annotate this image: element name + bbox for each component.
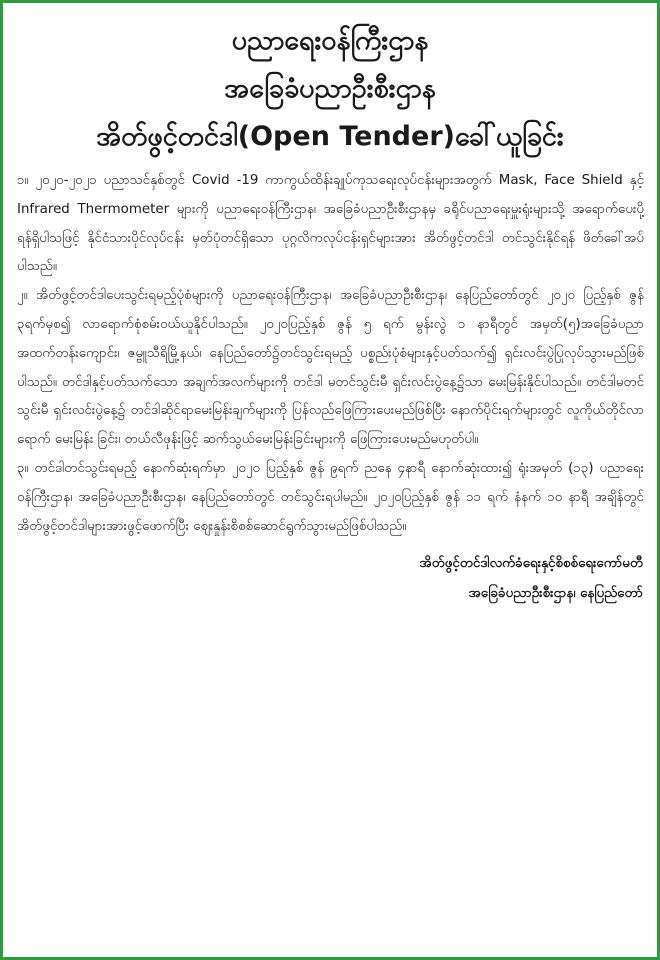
notice-heading (3, 3, 657, 167)
paragraph-2: ၂။ အိတ်ဖွင့်တင်ဒါပေးသွင်းရမည့်ပုံစံများကို ပညာရေးဝန်ကြီးဌာန၊ အခြေခံပညာဦးစီးဌာန၊ နေပြည်တော်တွင် ၂၀၂၀ ပြည့်နှစ် ဇွန် ၃ရက်မှစ၍ လာရောက်စုံစမ်းဝယ်ယူနိုင်ပါသည်။ ၂၀၂၀ပြည့်နှစ် ဇွန် ၅ ရက် မွန်းလွဲ ၁ နာရီတွင် အမှတ်(၅)အခြေခံပညာအထက်တန်းကျောင်း၊ ဇမ္ဗူသီရိမြို့နယ်၊ နေပြည်တော်၌တင်သွင်းရမည့် ပစ္စည်းပုံစံများနှင့်ပတ်သက်၍ ရှင်းလင်းပွဲပြုလုပ်သွားမည်ဖြစ်ပါသည်။ တင်ဒါနှင့်ပတ်သက်သော အချက်အလက်များကို တင်ဒါ မတင်သွင်းမီ ရှင်းလင်းပွဲနေ့၌သာ မေးမြန်းနိုင်ပါသည်။ တင်ဒါမတင်သွင်းမီ ရှင်းလင်းပွဲနေ့၌ တင်ဒါဆိုင်ရာမေးမြန်းချက်များကို ပြန်လည်ဖြေကြားပေးမည်ဖြစ်ပြီး နောက်ပိုင်းရက်များတွင် လူကိုယ်တိုင်လာရောက် မေးမြန်း ခြင်း၊ တယ်လီဖုန်းဖြင့် ဆက်သွယ်မေးမြန်းခြင်းများကို ဖြေကြားပေးမည်မဟုတ်ပါ။ (17, 288, 644, 448)
signature-block (3, 549, 657, 609)
ministry-title: ပညာရေးဝန်ကြီးဌာန (231, 25, 429, 56)
committee-name: အိတ်ဖွင့်တင်ဒါလက်ခံရေးနှင့်စိစစ်ရေးကော်မတီ (419, 556, 643, 572)
paragraph-3: ၃။ တင်ဒါတင်သွင်းရမည့် နောက်ဆုံးရက်မှာ ၂၀၂၀ ပြည့်နှစ် ဇွန် ၉ရက် ညနေ ၄နာရီ နောက်ဆုံးထား၍ ရုံးအမှတ် (၁၃) ပညာရေးဝန်ကြီးဌာန၊ အခြေခံပညာဦးစီးဌာန၊ နေပြည်တော်တွင် တင်သွင်းရပါမည်။ ၂၀၂၀ပြည့်နှစ် ဇွန် ၁၁ ရက် နံနက် ၁၀ နာရီ အချိန်တွင် အိတ်ဖွင့်တင်ဒါများအားဖွင့်ဖောက်ပြီး ဈေးနှုန်းစိစစ်ဆောင်ရွက်သွားမည်ဖြစ်ပါသည်။ (17, 460, 644, 534)
notice-title: အိတ်ဖွင့်တင်ဒါ(Open Tender)ခေါ်ယူခြင်း (96, 121, 564, 152)
department-title: အခြေခံပညာဦးစီးဌာန (224, 73, 436, 104)
notice-body (3, 167, 657, 541)
department-location: အခြေခံပညာဦးစီးဌာန၊ နေပြည်တော် (468, 586, 643, 602)
paragraph-1: ၁။ ၂၀၂၀-၂၀၂၁ ပညာသင်နှစ်တွင် Covid -19 ကာကွယ်ထိန်းချုပ်ကုသရေးလုပ်ငန်းများအတွက် Mask, Face Shield နှင့် Infrared Thermometer များကို ပညာရေးဝန်ကြီးဌာန၊ အခြေခံပညာဦးစီးဌာနမှ ခရိုင်ပညာရေးမှူးရုံးများသို့ အရောက်ပေးပို့ရန်ရှိပါသဖြင့် နိုင်ငံသားပိုင်လုပ်ငန်း မှတ်ပုံတင်ရှိသော ပုဂ္ဂလိကလုပ်ငန်းရှင်များအား အိတ်ဖွင့်တင်ဒါ တင်သွင်းနိုင်ရန် ဖိတ်ခေါ်အပ်ပါသည်။ (17, 173, 644, 275)
